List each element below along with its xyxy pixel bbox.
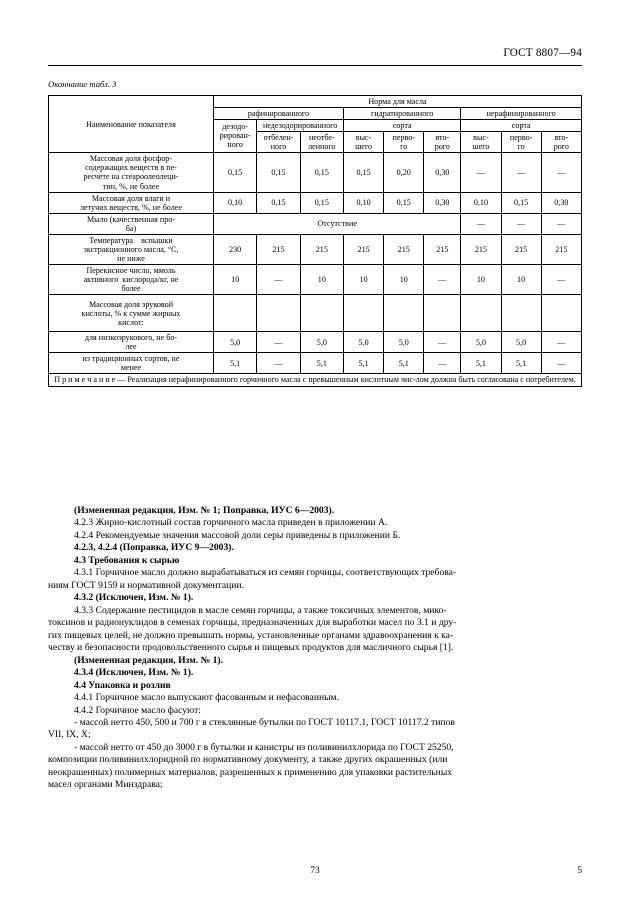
paragraph-line: - массой нетто от 450 до 3000 г в бутылки и канистры из поливинилхлорида по ГОСТ 25250, xyxy=(74,741,454,753)
paragraph-line: 4.2.3, 4.2.4 (Поправка, ИУС 9—2003). xyxy=(74,542,234,554)
cell xyxy=(501,295,541,332)
col-unref-first: перво- го xyxy=(501,132,541,153)
cell: — xyxy=(541,153,581,192)
cell: 10 xyxy=(461,265,501,295)
table-note-row xyxy=(49,374,582,386)
cell xyxy=(541,295,581,332)
col-unref-highest: выс- шего xyxy=(461,132,501,153)
paragraph-line: 4.3 Требования к сырью xyxy=(74,554,180,566)
paragraph-line: композиции поливинилхлоридной по нормативному документу, а также других окрашенных (или xyxy=(48,754,448,766)
cell: 5,1 xyxy=(344,353,384,374)
paragraph-line: (Измененная редакция, Изм. № 1). xyxy=(74,654,224,666)
col-hyd-highest: выс- шего xyxy=(344,132,384,153)
paragraph-line: 4.4.1 Горчичное масло выпускают фасованным и нефасованным. xyxy=(74,692,339,704)
col-unref-second: вто- рого xyxy=(541,132,581,153)
paragraph-line: 4.4.2 Горчичное масло фасуют: xyxy=(74,704,201,716)
group-refined: рафинированного xyxy=(213,108,343,120)
paragraph-line: 4.3.1 Горчичное масло должно вырабатываться из семян горчицы, соответствующих требова- xyxy=(74,567,457,579)
cell: 0,20 xyxy=(384,153,424,192)
page-number-right: 5 xyxy=(577,866,582,876)
cell: 5,0 xyxy=(384,332,424,353)
cell: 5,1 xyxy=(501,353,541,374)
cell: 215 xyxy=(461,234,501,264)
table-row xyxy=(49,234,582,264)
row-label: Перекисное число, ммоль активного кислорода/кг, не более xyxy=(49,265,214,295)
row-label: Массовая доля влаги и летучих веществ, %, не более xyxy=(49,192,214,213)
cell: 215 xyxy=(344,234,384,264)
paragraph-line: честву и безопасности продовольственного сырья и пищевых продуктов для масличного сырья [1]. xyxy=(48,642,454,654)
cell: — xyxy=(541,213,581,234)
cell: — xyxy=(501,213,541,234)
cell: — xyxy=(541,353,581,374)
header-divider xyxy=(48,65,582,66)
table-row xyxy=(49,295,582,332)
cell: 10 xyxy=(213,265,256,295)
cell: 0,30 xyxy=(424,153,461,192)
col-unbleached: неотбе- ленного xyxy=(300,132,343,153)
cell: 5,1 xyxy=(213,353,256,374)
cell: — xyxy=(461,153,501,192)
cell: — xyxy=(541,332,581,353)
row-label: Температура вспышки экстракционного масла, °С, не ниже xyxy=(49,234,214,264)
cell: — xyxy=(541,265,581,295)
table-row xyxy=(49,213,582,234)
group-hydrated: гидратированного xyxy=(344,108,461,120)
cell: — xyxy=(424,353,461,374)
paragraph-line: токсинов и радионуклидов в семенах горчицы, предназначенных для выработки масел по 3.1 и дру- xyxy=(48,617,457,629)
cell xyxy=(257,295,300,332)
group-unrefined: нерафинированного xyxy=(461,108,582,120)
cell: 5,0 xyxy=(501,332,541,353)
cell: — xyxy=(257,332,300,353)
cell xyxy=(424,295,461,332)
col-hyd-second: вто- рого xyxy=(424,132,461,153)
cell: 5,0 xyxy=(344,332,384,353)
cell: — xyxy=(424,332,461,353)
cell: 215 xyxy=(424,234,461,264)
col-header-norm: Норма для масла xyxy=(213,96,581,108)
subcol-grades-unrefined: сорта xyxy=(461,120,582,132)
cell: 5,1 xyxy=(461,353,501,374)
paragraph-line: 4.3.4 (Исключен, Изм. № 1). xyxy=(74,667,194,679)
row-label: для низкоэрукового, не бо- лее xyxy=(49,332,214,353)
cell: 0,15 xyxy=(384,192,424,213)
col-hyd-first: перво- го xyxy=(384,132,424,153)
cell: 5,0 xyxy=(461,332,501,353)
paragraph-line: 4.2.4 Рекомендуемые значения массовой доли серы приведены в приложении Б. xyxy=(74,529,401,541)
cell: 0,15 xyxy=(257,192,300,213)
row-label: из традиционных сортов, не менее xyxy=(49,353,214,374)
paragraph-line: VII, IX, X; xyxy=(48,729,91,741)
cell: 0,15 xyxy=(300,192,343,213)
table-row xyxy=(49,192,582,213)
table-row xyxy=(49,265,582,295)
cell: 215 xyxy=(541,234,581,264)
standard-number: ГОСТ 8807—94 xyxy=(503,47,582,59)
cell: 0,15 xyxy=(344,153,384,192)
cell: 0,10 xyxy=(344,192,384,213)
paragraph-line: - массой нетто 450, 500 и 700 г в стеклянные бутылки по ГОСТ 10117.1, ГОСТ 10117.2 типов xyxy=(74,716,455,728)
cell: 0,30 xyxy=(424,192,461,213)
cell: — xyxy=(424,265,461,295)
cell: 5,0 xyxy=(213,332,256,353)
cell: 0,15 xyxy=(257,153,300,192)
cell: — xyxy=(257,353,300,374)
paragraph-line: 4.3.2 (Исключен, Изм. № 1). xyxy=(74,592,194,604)
cell: 230 xyxy=(213,234,256,264)
cell: — xyxy=(257,265,300,295)
cell xyxy=(344,295,384,332)
cell: 0,10 xyxy=(213,192,256,213)
table-note: П р и м е ч а н и е — Реализация нерафинированного горчичного масла с превышенным кислотным чис-лом должна быть согласована с потребителем. xyxy=(49,374,582,386)
cell xyxy=(461,295,501,332)
row-label: Мыло (качественная про- ба) xyxy=(49,213,214,234)
subcol-grades-hydrated: сорта xyxy=(344,120,461,132)
cell xyxy=(213,295,256,332)
paragraph-line: гих пищевых целей, не должно превышать нормы, установленные органами здравоохранения к ка- xyxy=(48,629,454,641)
cell xyxy=(300,295,343,332)
row-label: Массовая доля фосфор- содержащих веществ в пе- ресчете на стеароолеолеци- тин, %, не более xyxy=(49,153,214,192)
col-bleached: отбелен- ного xyxy=(257,132,300,153)
cell: 5,1 xyxy=(300,353,343,374)
cell: 215 xyxy=(257,234,300,264)
cell: 5,0 xyxy=(300,332,343,353)
paragraph-line: (Измененная редакция, Изм. № 1; Поправка, ИУС 6—2003). xyxy=(74,505,335,516)
cell: 0,30 xyxy=(541,192,581,213)
body-text xyxy=(48,505,582,792)
cell: 10 xyxy=(344,265,384,295)
cell-merged: Отсутствие xyxy=(213,213,460,234)
paragraph-line: 4.2.3 Жирно-кислотный состав горчичного масла приведен в приложении А. xyxy=(74,517,388,529)
col-header-indicator: Наименование показателя xyxy=(49,96,214,153)
table-row xyxy=(49,153,582,192)
norms-table-wrapper xyxy=(48,95,582,387)
paragraph-line: ниям ГОСТ 9159 и нормативной документации. xyxy=(48,579,244,591)
table-row xyxy=(49,353,582,374)
row-label: Массовая доля эруковой кислоты, % к сумме жирных кислот: xyxy=(49,295,214,332)
norms-table xyxy=(48,95,582,387)
cell: 0,10 xyxy=(461,192,501,213)
table-continuation-label: Окончание табл. 3 xyxy=(48,79,117,89)
table-row xyxy=(49,332,582,353)
cell: — xyxy=(461,213,501,234)
cell: 215 xyxy=(501,234,541,264)
subcol-deodorized: дезодо- рирован- ного xyxy=(213,120,256,153)
cell: 10 xyxy=(300,265,343,295)
cell: — xyxy=(501,153,541,192)
cell: 0,15 xyxy=(213,153,256,192)
paragraph-line: масел органами Минздрава; xyxy=(48,779,163,791)
cell: 0,15 xyxy=(300,153,343,192)
page-number-center: 73 xyxy=(310,866,320,876)
cell: 10 xyxy=(501,265,541,295)
cell: 215 xyxy=(300,234,343,264)
cell xyxy=(384,295,424,332)
cell: 10 xyxy=(384,265,424,295)
cell: 5,1 xyxy=(384,353,424,374)
cell: 215 xyxy=(384,234,424,264)
subcol-nondeodorized: недезодорированного xyxy=(257,120,344,132)
paragraph-line: 4.3.3 Содержание пестицидов в масле семян горчицы, а также токсичных элементов, мико- xyxy=(74,604,447,616)
paragraph-line: 4.4 Упаковка и розлив xyxy=(74,679,171,691)
table-header-row-1 xyxy=(49,96,582,108)
paragraph-line: неокрашенных) полимерных материалов, разрешенных к применению для упаковки растительных xyxy=(48,766,453,778)
cell: 0,15 xyxy=(501,192,541,213)
